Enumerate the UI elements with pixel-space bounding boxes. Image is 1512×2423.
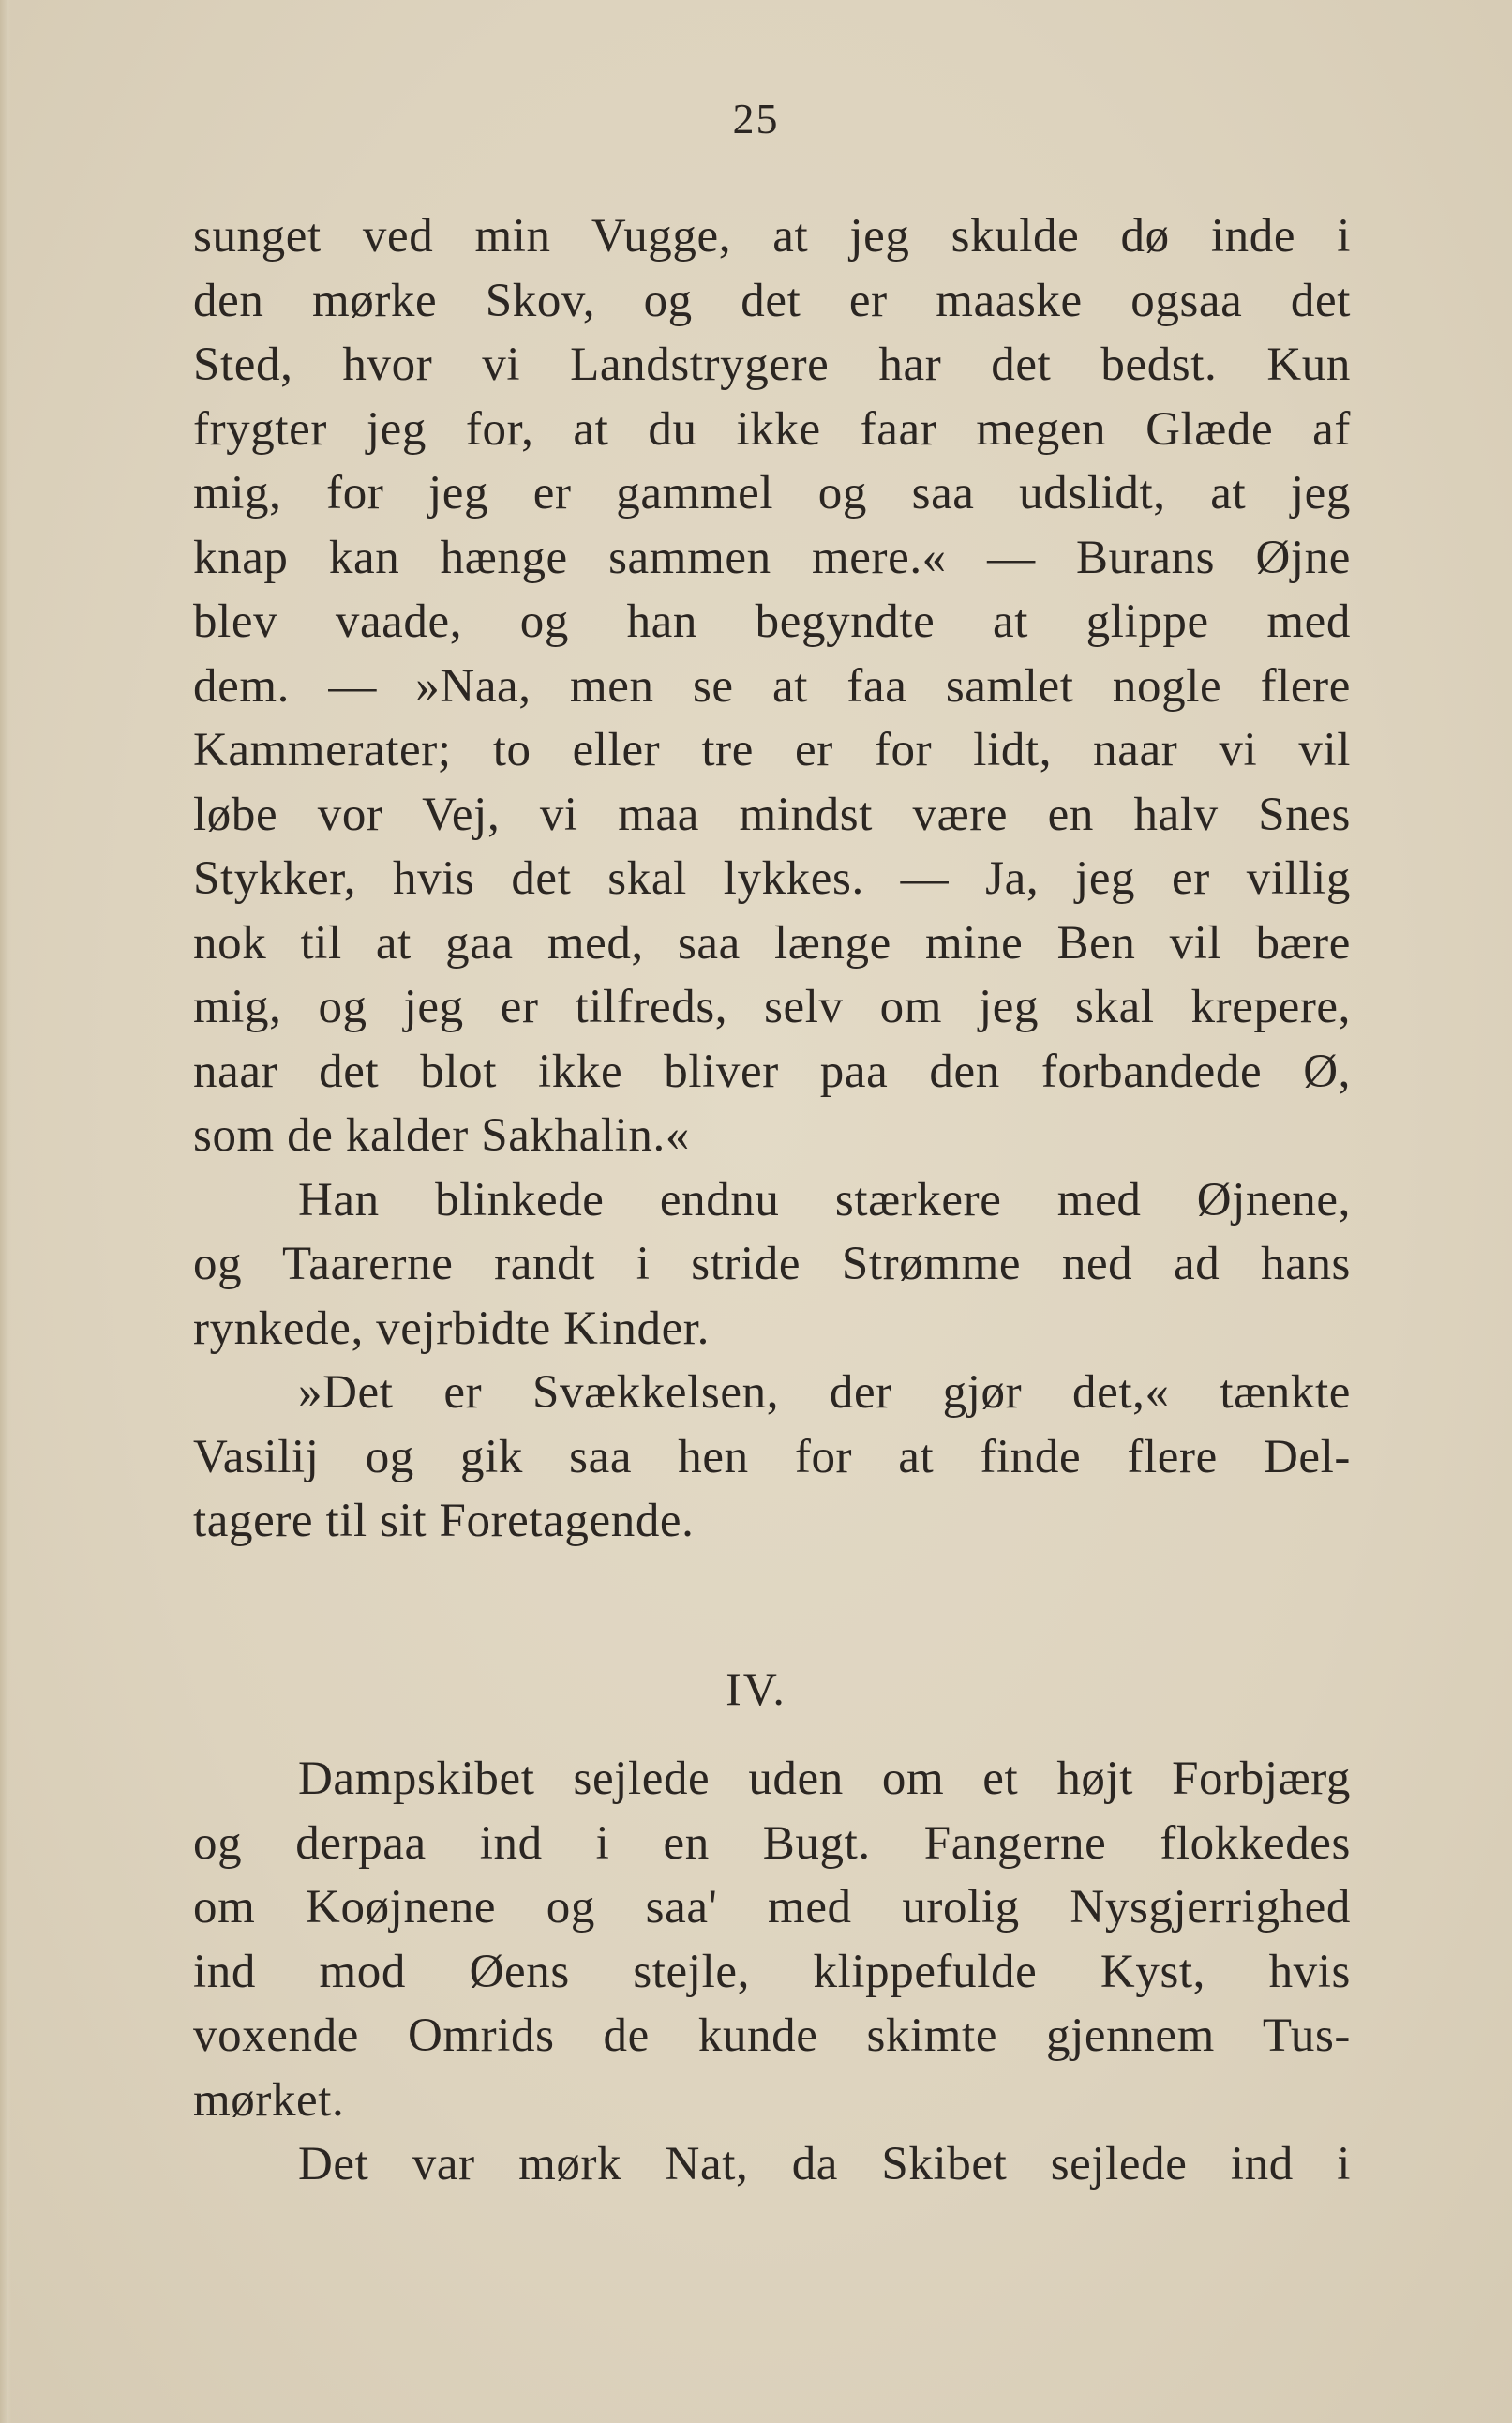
page-left-edge (0, 0, 11, 2423)
text-line: Stykker, hvis det skal lykkes. — Ja, jeg er villig (193, 852, 1351, 905)
text-line: voxende Omrids de kunde skimte gjennem Tus- (193, 2009, 1351, 2062)
text-line: Han blinkede endnu stærkere med Øjnene, (298, 1173, 1351, 1227)
text-line: Dampskibet sejlede uden om et højt Forbjærg (298, 1753, 1351, 1805)
text-line: knap kan hænge sammen mere.« — Burans Øjne (193, 531, 1351, 584)
text-line: tagere til sit Foretagende. (193, 1495, 695, 1547)
text-line: ind mod Øens stejle, klippefulde Kyst, hvis (193, 1945, 1351, 1998)
text-line: løbe vor Vej, vi maa mindst være en halv Snes (193, 788, 1351, 841)
text-line: nok til at gaa med, saa længe mine Ben vil bære (193, 916, 1351, 970)
text-block-lower (193, 1747, 1351, 2197)
text-line: mørket. (193, 2073, 345, 2127)
page-number: 25 (732, 95, 780, 143)
text-line: Sted, hvor vi Landstrygere har det bedst. Kun (193, 339, 1351, 391)
text-line: rynkede, vejrbidte Kinder. (193, 1302, 710, 1355)
text-line: og Taarerne randt i stride Strømme ned ad hans (193, 1238, 1351, 1290)
text-line: Vasilij og gik saa hen for at finde flere Del- (193, 1430, 1351, 1483)
text-line: om Koøjnene og saa' med urolig Nysgjerrighed (193, 1881, 1351, 1934)
text-line: »Det er Svækkelsen, der gjør det,« tænkte (298, 1366, 1351, 1419)
text-line: Kammerater; to eller tre er for lidt, naar vi vil (193, 724, 1351, 776)
text-line: og derpaa ind i en Bugt. Fangerne flokkedes (193, 1816, 1351, 1870)
text-line: den mørke Skov, og det er maaske ogsaa det (193, 274, 1351, 327)
text-line: som de kalder Sakhalin.« (193, 1109, 690, 1162)
text-line: frygter jeg for, at du ikke faar megen Glæde af (193, 402, 1351, 456)
text-line: blev vaade, og han begyndte at glippe med (193, 595, 1351, 648)
text-line: dem. — »Naa, men se at faa samlet nogle flere (193, 659, 1351, 713)
text-line: sunget ved min Vugge, at jeg skulde dø inde i (193, 210, 1351, 263)
text-line: mig, og jeg er tilfreds, selv om jeg skal krepere, (193, 981, 1351, 1033)
text-block-upper (193, 204, 1351, 1554)
text-line: Det var mørk Nat, da Skibet sejlede ind i (298, 2138, 1351, 2190)
chapter-heading: IV. (726, 1663, 786, 1715)
text-line: mig, for jeg er gammel og saa udslidt, at jeg (193, 467, 1351, 519)
text-line: naar det blot ikke bliver paa den forbandede Ø, (193, 1045, 1351, 1098)
